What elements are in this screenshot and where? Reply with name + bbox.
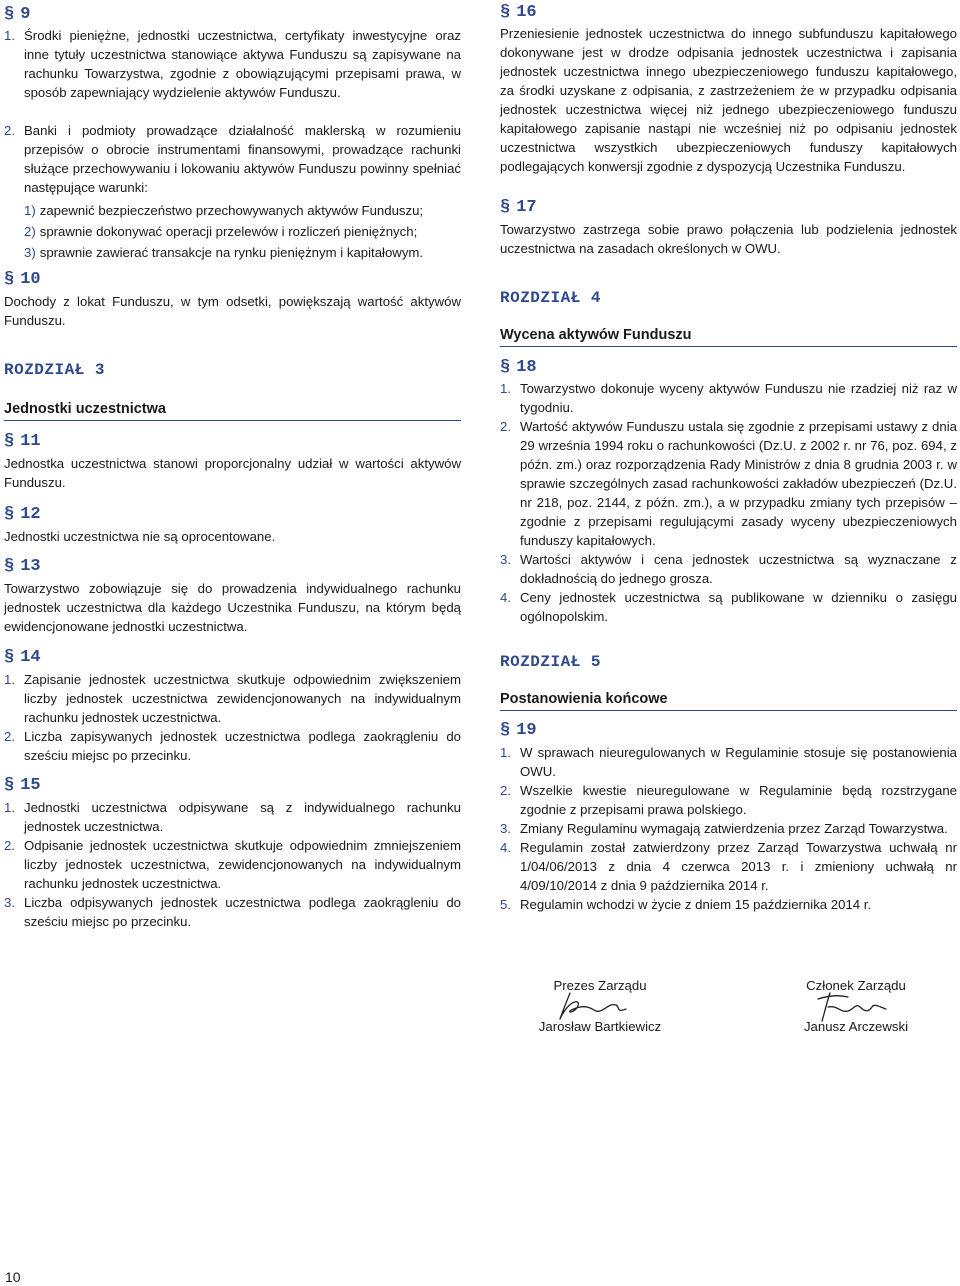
section-sign-icon: § [4,5,15,24]
paragraph-14-list [4,670,461,765]
paragraph-16-heading: § 16 [500,3,537,22]
section-sign-icon: § [500,3,511,22]
signature-role: Prezes Zarządu [553,978,647,993]
list-item: 2. Wszelkie kwestie nieuregulowane w Regulaminie będą rozstrzygane zgodnie z przepisami prawa polskiego. [500,783,957,817]
section-sign-icon: § [4,776,15,795]
paragraph-9-heading: § 9 [4,5,31,24]
paragraph-19-heading: § 19 [500,721,537,740]
section-sign-icon: § [4,648,15,667]
section-sign-icon: § [4,270,15,289]
chapter-5-subtitle: Postanowienia końcowe [500,691,957,711]
list-item: 2. Liczba zapisywanych jednostek uczestnictwa podlega zaokrągleniu do sześciu miejsc po przecinku. [4,729,461,763]
sub-list-item: 3) sprawnie zawierać transakcje na rynku pieniężnym i kapitałowym. [24,245,424,260]
list-item: 3. Zmiany Regulaminu wymagają zatwierdzenia przez Zarząd Towarzystwa. [500,821,948,836]
signature-name: Janusz Arczewski [803,1019,909,1034]
signature-name: Jarosław Bartkiewicz [538,1019,662,1034]
section-sign-icon: § [500,721,511,740]
paragraph-12-text: Jednostki uczestnictwa nie są oprocentowane. [4,529,276,544]
list-item: 4. Ceny jednostek uczestnictwa są publikowane w dzienniku o zasięgu ogólnopolskim. [500,590,957,624]
list-item: 1. Zapisanie jednostek uczestnictwa skutkuje odpowiednim zwiększeniem liczby jednostek uczestnictwa zewidencjonowanych na indywidualnym rachunku jednostek uczestnictwa. [4,672,461,725]
signature-block-member [756,978,956,1034]
chapter-3-subtitle: Jednostki uczestnictwa [4,401,461,421]
list-item: 5. Regulamin wchodzi w życie z dniem 15 października 2014 r. [500,897,872,912]
paragraph-19-list [500,743,957,914]
chapter-4-label: ROZDZIAŁ 4 [500,289,602,307]
list-item: 4. Regulamin został zatwierdzony przez Zarząd Towarzystwa uchwałą nr 1/04/06/2013 z dnia 4 czerwca 2013 r. i zmieniony uchwałą nr 4/09/10/2014 z dnia 9 października 2014 r. [500,840,957,893]
paragraph-15-heading: § 15 [4,776,41,795]
paragraph-18-heading: § 18 [500,358,537,377]
paragraph-17-heading: § 17 [500,198,537,217]
list-item: 1. Towarzystwo dokonuje wyceny aktywów Funduszu nie rzadziej niż raz w tygodniu. [500,381,957,415]
paragraph-11-text: Jednostka uczestnictwa stanowi proporcjonalny udział w wartości aktywów Funduszu. [4,456,461,490]
paragraph-17-text: Towarzystwo zastrzega sobie prawo połączenia lub podzielenia jednostek uczestnictwa na zasadach określonych w OWU. [500,222,957,256]
list-item: 1. Jednostki uczestnictwa odpisywane są z indywidualnego rachunku jednostek uczestnictwa. [4,800,461,834]
paragraph-10-heading: § 10 [4,270,41,289]
paragraph-14-heading: § 14 [4,648,41,667]
chapter-4-subtitle: Wycena aktywów Funduszu [500,327,957,347]
paragraph-10-text: Dochody z lokat Funduszu, w tym odsetki, powiększają wartość aktywów Funduszu. [4,294,461,328]
paragraph-9-list [4,26,461,102]
list-item: 2. Banki i podmioty prowadzące działalność maklerską w rozumieniu przepisów o obrocie instrumentami finansowymi, prowadzące rachunki służące przechowywaniu i lokowaniu aktywów Funduszu powinny spełniać następujące warunki: 1) zapewnić bezpieczeństwo przechowywanych aktywów Funduszu; 2) sprawnie dokonywać operacji przelewów i rozliczeń pieniężnych; 3) sprawnie zawierać transakcje na rynku pieniężnym i kapitałowym. [4,123,461,260]
section-sign-icon: § [500,198,511,217]
signature-role: Członek Zarządu [806,978,906,993]
chapter-3-label: ROZDZIAŁ 3 [4,361,106,379]
sub-list-item: 1) zapewnić bezpieczeństwo przechowywanych aktywów Funduszu; [24,203,424,218]
list-item: 1. Środki pieniężne, jednostki uczestnictwa, certyfikaty inwestycyjne oraz inne tytuły uczestnictwa stanowiące aktywa Funduszu są zapisywane na rachunku Towarzystwa, zgodnie z obowiązującymi przepisami prawa, w sposób zapewniający wydzielenie aktywów Funduszu. [4,28,461,100]
paragraph-15-list [4,798,461,931]
paragraph-11-heading: § 11 [4,432,41,451]
section-sign-icon: § [500,358,511,377]
list-item: 2. Wartość aktywów Funduszu ustala się zgodnie z przepisami ustawy z dnia 29 września 1994 roku o rachunkowości (Dz.U. z 2002 r. nr 76, poz. 694, z późn. zm.) oraz rozporządzenia Rady Ministrów z dnia 8 grudnia 2003 r. w sprawie szczególnych zasad rachunkowości zakładów ubezpieczeń (Dz.U. nr 218, poz. 2144, z późn. zm.), a w przypadku zmiany tych przepisów – zgodnie z przepisami regulującymi zasady wyceny ubezpieczeniowych funduszy kapitałowych. [500,419,957,548]
list-item: 2. Odpisanie jednostek uczestnictwa skutkuje odpowiednim zmniejszeniem liczby jednostek uczestnictwa, zewidencjonowanych na indywidualnym rachunku jednostek uczestnictwa. [4,838,461,891]
list-item: 3. Liczba odpisywanych jednostek uczestnictwa podlega zaokrągleniu do sześciu miejsc po przecinku. [4,895,461,929]
sub-list [24,201,461,262]
signature-block-president [500,978,700,1034]
paragraph-9-list-2 [4,121,461,264]
chapter-5-label: ROZDZIAŁ 5 [500,653,602,671]
list-item: 1. W sprawach nieuregulowanych w Regulaminie stosuje się postanowienia OWU. [500,745,957,779]
paragraph-13-heading: § 13 [4,557,41,576]
sub-list-item: 2) sprawnie dokonywać operacji przelewów i rozliczeń pieniężnych; [24,224,418,239]
paragraph-12-heading: § 12 [4,505,41,524]
paragraph-16-text: Przeniesienie jednostek uczestnictwa do innego subfunduszu kapitałowego dokonywane jest w drodze odpisania jednostek uczestnictwa i zapisania jednostek uczestnictwa innego ubezpieczeniowego funduszu kapitałowego, za środki uzyskane z odpisania, z zastrzeżeniem że w przypadku odpisania jednostek uczestnictwa więcej niż jednego ubezpieczeniowego funduszu kapitałowego zapisanie nastąpi nie wcześniej niż po odpisaniu jednostek uczestnictwa wszystkich ubezpieczeniowych funduszy kapitałowych podlegających konwersji zgodnie z dyspozycją Uczestnika Funduszu. [500,26,957,174]
page-number: 10 [5,1269,21,1285]
paragraph-18-list [500,379,957,626]
section-sign-icon: § [4,505,15,524]
section-sign-icon: § [4,557,15,576]
list-item: 3. Wartości aktywów i cena jednostek uczestnictwa są wyznaczane z dokładnością do jednego grosza. [500,552,957,586]
section-sign-icon: § [4,432,15,451]
paragraph-13-text: Towarzystwo zobowiązuje się do prowadzenia indywidualnego rachunku jednostek uczestnictwa dla każdego Uczestnika Funduszu, na którym będą ewidencjonowane jednostki uczestnictwa. [4,581,461,634]
